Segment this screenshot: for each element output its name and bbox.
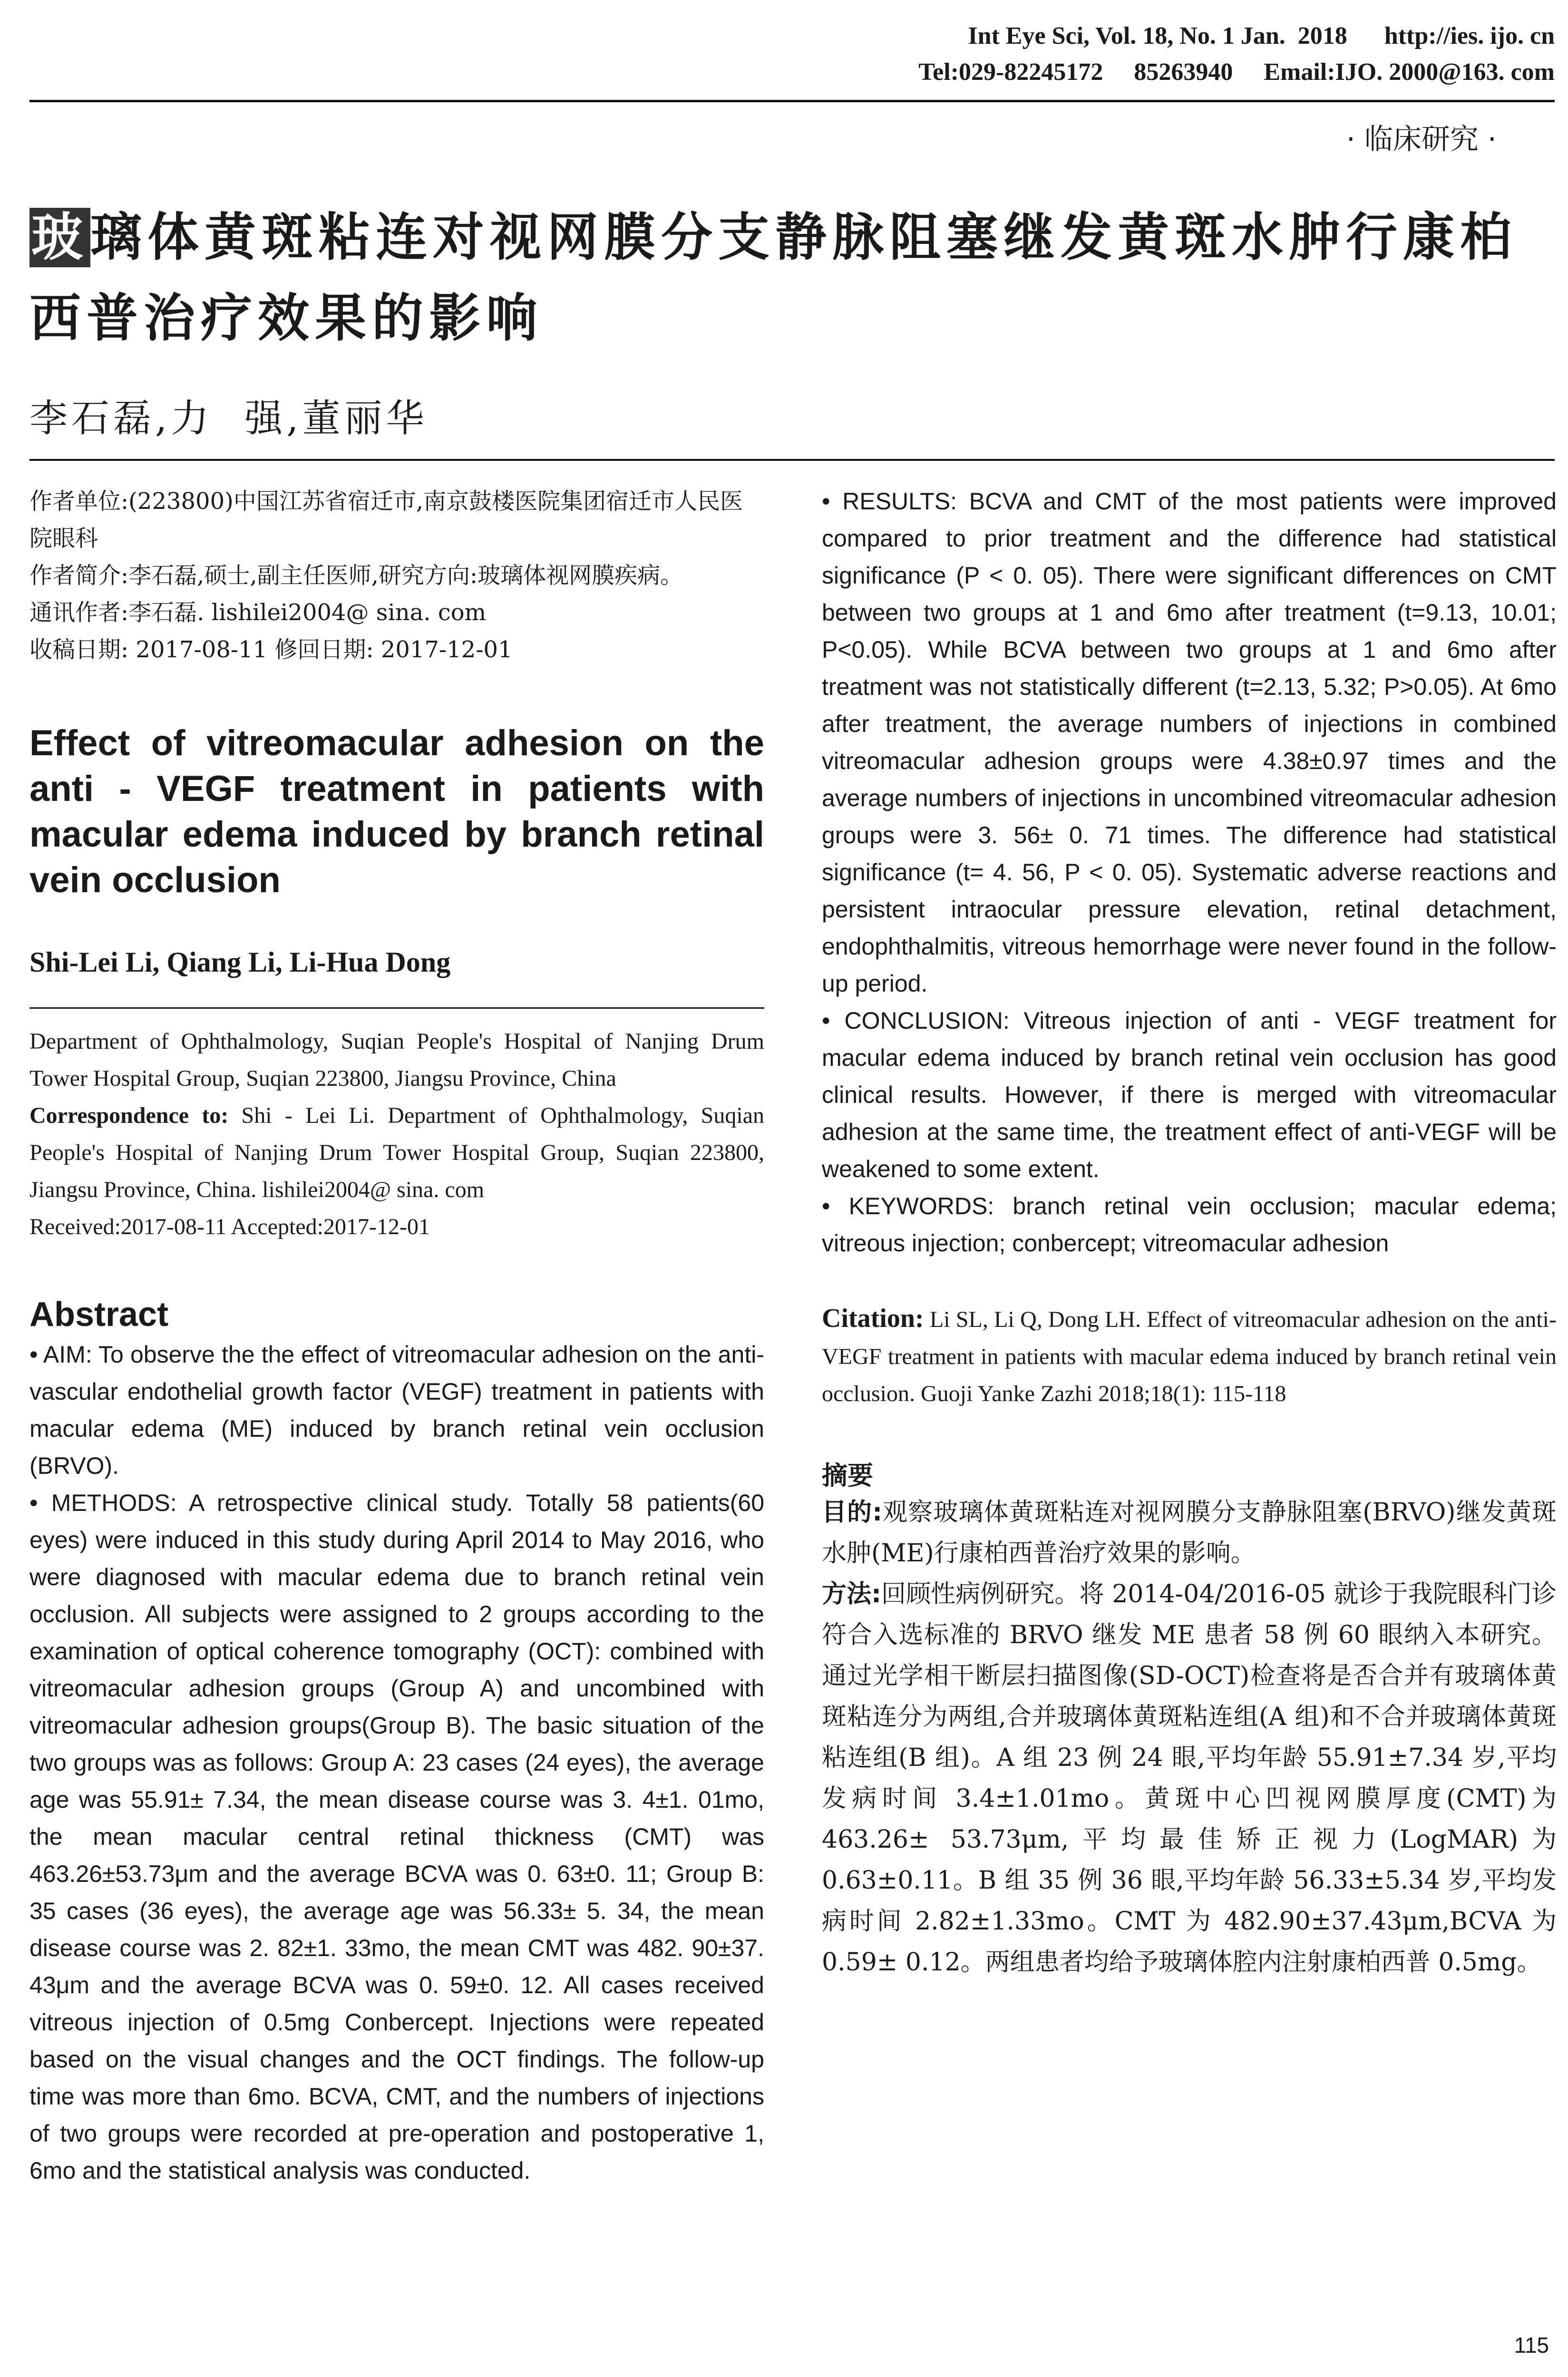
journal-tel: Tel:029-82245172 85263940 [918, 58, 1233, 86]
zh-method-label: 方法: [822, 1580, 881, 1608]
correspondence [29, 1097, 764, 1208]
page-number: 115 [1514, 2333, 1549, 2358]
english-title: Effect of vitreomacular adhesion on the anti - VEGF treatment in patients with macular edema induced by branch retinal vein occlusion [29, 723, 764, 900]
citation-label: Citation: [822, 1304, 924, 1333]
header-row-2 [918, 54, 1555, 90]
affiliation-divider [29, 1007, 764, 1009]
citation [822, 1300, 1557, 1413]
journal-email: Email:IJO. 2000@163. com [1264, 58, 1555, 86]
authors-divider [29, 459, 1555, 461]
correspondence-label: Correspondence to: [29, 1103, 229, 1128]
abstract-heading: Abstract [29, 1296, 169, 1334]
abstract-keywords: • KEYWORDS: branch retinal vein occlusion; macular edema; vitreous injection; conbercept; vitreomacular adhesion [822, 1193, 1557, 1257]
header-divider [29, 100, 1555, 102]
corresponding-author-cn: 通讯作者:李石磊. lishilei2004@ sina. com [29, 599, 487, 626]
zh-abstract-heading: 摘要 [822, 1461, 873, 1490]
header-row-1 [918, 18, 1555, 54]
abstract-left [29, 1336, 764, 2189]
zh-aim [822, 1492, 1557, 1574]
affiliation-unit: 作者单位:(223800)中国江苏省宿迁市,南京鼓楼医院集团宿迁市人民医院眼科 [29, 488, 743, 552]
abstract-methods: • METHODS: A retrospective clinical study. Totally 58 patients(60 eyes) were induced in this study during April 2014 to May 2016, who were diagnosed with macular edema due to branch retinal vein occlusion. All subjects were assigned to 2 groups according to the examination of optical coherence tomography (OCT): combined with vitreomacular adhesion groups (Group A) and uncombined with vitreomacular adhesion groups(Group B). The basic situation of the two groups was as follows: Group A: 23 cases (24 eyes), the average age was 55.91± 7.34, the mean disease course was 3. 4±1. 01mo, the mean macular central retinal thickness (CMT) was 463.26±53.73μm and the average BCVA was 0. 63±0. 11; Group B: 35 cases (36 eyes), the average age was 56.33± 5. 34, the mean disease course was 2. 82±1. 33mo, the mean CMT was 482. 90±37. 43μm and the average BCVA was 0. 59±0. 12. All cases received vitreous injection of 0.5mg Conbercept. Injections were repeated based on the visual changes and the OCT findings. The follow-up time was more than 6mo. BCVA, CMT, and the numbers of injections of two groups were recorded at pre-operation and postoperative 1, 6mo and the statistical analysis was conducted. [29, 1490, 764, 2184]
citation-text: Li SL, Li Q, Dong LH. Effect of vitreomacular adhesion on the anti-VEGF treatment in patients with macular edema induced by branch retinal vein occlusion. Guoji Yanke Zazhi 2018;18(1): 115-118 [822, 1307, 1557, 1406]
title-rest: 璃体黄斑粘连对视网膜分支静脉阻塞继发黄斑水肿行康柏西普治疗效果的影响 [29, 208, 1518, 348]
journal-url: http://ies. ijo. cn [1384, 22, 1555, 49]
zh-aim-label: 目的: [822, 1498, 883, 1527]
abstract-aim: • AIM: To observe the the effect of vitreomacular adhesion on the anti- vascular endothelial growth factor (VEGF) treatment in patients with macular edema (ME) induced by branch retinal vein occlusion (BRVO). [29, 1341, 764, 1479]
title-first-char: 玻 [29, 208, 90, 267]
abstract-results: • RESULTS: BCVA and CMT of the most patients were improved compared to prior treatment and the difference had statistical significance (P < 0. 05). There were significant differences on CMT between two groups at 1 and 6mo after treatment (t=9.13, 10.01; P<0.05). While BCVA between two groups at 1 and 6mo after treatment was not statistically different (t=2.13, 5.32; P>0.05). At 6mo after treatment, the average numbers of injections in combined vitreomacular adhesion groups were 4.38±0.97 times and the average numbers of injections in uncombined vitreomacular adhesion groups were 3. 56± 0. 71 times. The difference had statistical significance (t= 4. 56, P < 0. 05). Systematic adverse reactions and persistent intraocular pressure elevation, retinal detachment, endophthalmitis, vitreous hemorrhage were never found in the follow-up period. [822, 488, 1557, 997]
section-tag: · 临床研究 · [1346, 123, 1497, 156]
abstract-conclusion: • CONCLUSION: Vitreous injection of anti - VEGF treatment for macular edema induced by branch retinal vein occlusion has good clinical results. However, if there is merged with vitreomacular adhesion at the same time, the treatment effect of anti-VEGF will be weakened to some extent. [822, 1007, 1557, 1182]
zh-aim-text: 观察玻璃体黄斑粘连对视网膜分支静脉阻塞(BRVO)继发黄斑水肿(ME)行康柏西普治疗效果的影响。 [822, 1498, 1557, 1568]
zh-abstract [822, 1492, 1557, 1983]
left-column [29, 483, 764, 2189]
affiliation-cn [29, 483, 764, 668]
dates-cn: 收稿日期: 2017-08-11 修回日期: 2017-12-01 [29, 636, 513, 663]
chinese-title [29, 197, 1551, 359]
zh-method-text: 回顾性病例研究。将 2014-04/2016-05 就诊于我院眼科门诊符合入选标准的 BRVO 继发 ME 患者 58 例 60 眼纳入本研究。通过光学相干断层扫描图像(SD-OCT)检查将是否合并有玻璃体黄斑粘连分为两组,合并玻璃体黄斑粘连组(A 组)和不合并玻璃体黄斑粘连组(B 组)。A 组 23 例 24 眼,平均年龄 55.91±7.34 岁,平均发病时间 3.4±1.01mo。黄斑中心凹视网膜厚度(CMT)为 463.26± 53.73μm,平均最佳矫正视力(LogMAR)为 0.63±0.11。B 组 35 例 36 眼,平均年龄 56.33±5.34 岁,平均发病时间 2.82±1.33mo。CMT 为 482.90±37.43μm,BCVA 为 0.59± 0.12。两组患者均给予玻璃体腔内注射康柏西普 0.5mg。 [822, 1580, 1557, 1977]
right-column [822, 483, 1557, 1983]
english-authors: Shi-Lei Li, Qiang Li, Li-Hua Dong [29, 946, 451, 978]
chinese-authors: 李石磊,力 强,董丽华 [29, 396, 428, 440]
abstract-right [822, 483, 1557, 1262]
journal-citation: Int Eye Sci, Vol. 18, No. 1 Jan. 2018 [968, 22, 1347, 49]
correspondence-text: Shi - Lei Li. Department of Ophthalmology, Suqian People's Hospital of Nanjing Drum Tower Hospital Group, Suqian 223800, Jiangsu Province, China. lishilei2004@ sina. com [29, 1103, 765, 1202]
journal-header [918, 18, 1555, 90]
affiliation-en [29, 1023, 764, 1246]
zh-method [822, 1574, 1557, 1983]
department: Department of Ophthalmology, Suqian People's Hospital of Nanjing Drum Tower Hospital Group, Suqian 223800, Jiangsu Province, China [29, 1029, 764, 1091]
dates-en: Received:2017-08-11 Accepted:2017-12-01 [29, 1214, 430, 1239]
author-bio: 作者简介:李石磊,硕士,副主任医师,研究方向:玻璃体视网膜疾病。 [29, 562, 683, 589]
